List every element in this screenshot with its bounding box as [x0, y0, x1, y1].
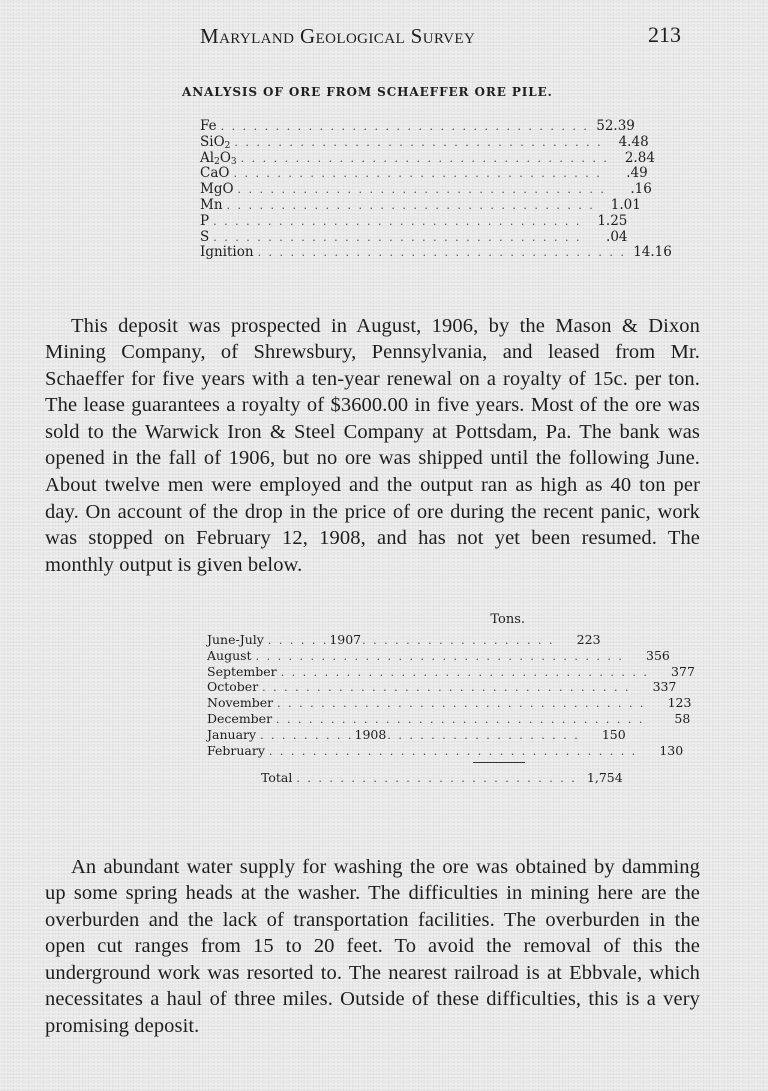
element-value: 4.48	[618, 133, 649, 150]
tons-column-header: Tons.	[490, 612, 525, 627]
monthly-output-table	[207, 612, 695, 786]
element-value: 14.16	[633, 244, 672, 261]
table-row	[207, 695, 692, 711]
leader-dots: . . . . . . . . . . . . . . . . . . . . . . . . . . . . . . . . . .	[257, 246, 626, 260]
table-row	[207, 663, 695, 680]
paragraph-water-supply: An abundant water supply for washing the ore was obtained by damming up some spring heads at the washer. The difficulties in mining here are the overburden and the lack of transportation facilities. The overburden in the open cut ranges from 15 to 20 feet. To avoid the removal of this the underground work was resorted to. The nearest railroad is at Ebbvale, which necessitates a haul of three miles. Outside of these difficulties, this is a very promising deposit.	[45, 855, 700, 1038]
tons-value: 223	[576, 632, 601, 647]
element-value: 1.01	[610, 196, 641, 213]
table-row	[207, 679, 677, 695]
element-label: MgO	[200, 181, 234, 198]
ore-analysis-table	[200, 118, 672, 261]
year-label: 1907	[329, 632, 362, 647]
sum-rule	[473, 762, 525, 763]
element-label: $Al_2O_3$	[200, 149, 237, 167]
element-value: .04	[606, 228, 628, 245]
element-label: SiO$_2$	[200, 133, 231, 151]
table-row	[200, 133, 649, 151]
month-label: June-July	[207, 632, 264, 647]
table-row	[200, 118, 635, 134]
tons-value: 377	[671, 663, 695, 679]
table-row	[207, 632, 601, 648]
leader-dots: . . . . . . . . . . . . . . . . . . . . . . . . . . . . . . . . . .	[233, 167, 602, 181]
tons-value: 337	[652, 679, 677, 695]
paragraph-deposit-history: This deposit was prospected in August, 1906, by the Mason & Dixon Mining Company, of Shrewsbury, Pennsylvania, and leased from Mr. Schaeffer for five years with a ten-year renewal on a royalty of 15c. per ton. The lease guarantees a royalty of $3600.00 in five years. Most of the ore was sold to the Warwick Iron & Steel Company at Pottsdam, Pa. The bank was opened in the fall of 1906, but no ore was shipped until the following June. About twelve men were employed and the output ran as high as 40 ton per day. On account of the drop in the price of ore during the recent panic, work was stopped on February 12, 1908, and has not yet been resumed. The monthly output is given below.	[45, 314, 700, 576]
leader-dots: . . . . . . . . . . . . . . . . . . . . . . . . . . . . . . . . . .	[276, 712, 645, 726]
leader-dots: . . . . . . . . . . . . . . . . . . . . . . . . . . . . . . . . . .	[280, 665, 649, 679]
element-value: .49	[626, 165, 648, 182]
table-row	[200, 165, 648, 182]
leader-dots: . . . . . . . . . . . . . . . . . . . . . . . . . . . . . . . . . .	[262, 681, 631, 695]
table-row	[200, 212, 628, 229]
leader-dots: . . . . . . . . . . . . . . . . . .	[387, 728, 580, 742]
leader-dots: . . . . . . . . . . . . . . . . . . . . . . . . . . . . . . . . . .	[268, 744, 638, 758]
table-row	[200, 181, 652, 198]
month-label: October	[207, 679, 259, 695]
tons-value: 123	[667, 695, 692, 711]
element-label: P	[200, 212, 210, 229]
tons-value: 150	[601, 726, 626, 742]
element-value: 2.84	[624, 149, 655, 166]
total-value: 1,754	[586, 770, 623, 786]
tons-value: 356	[646, 647, 670, 663]
tons-value: 130	[659, 742, 684, 758]
month-label: February	[207, 742, 265, 758]
month-label: August	[207, 647, 252, 663]
month-label: January	[207, 726, 257, 742]
leader-dots: . . . . . . . . . . . . . . . . . . . . . . . . . . . . . . . . . .	[255, 649, 624, 663]
leader-dots: . . . . . . . . . . . . . . . . . .	[362, 634, 555, 647]
element-value: 1.25	[597, 212, 628, 229]
leader-dots: . . . . . . . . . . . . . . . . . . . . . . . . . . . . . . . . . .	[226, 198, 595, 212]
table-row	[200, 228, 628, 245]
leader-dots: . . . . . . . . . . . . . . . . . . . . . . . . . . . . . . . . . .	[220, 120, 589, 133]
running-title: Maryland Geological Survey	[200, 24, 476, 48]
element-label: S	[200, 228, 210, 245]
element-value: .16	[630, 181, 652, 198]
table-row	[200, 244, 672, 261]
leader-dots: . . . . . . . . . . . . . . . . . . . . . . . . . . . . . . . . . .	[240, 151, 609, 165]
ore-analysis-title: ANALYSIS OF ORE FROM SCHAEFFER ORE PILE.	[182, 85, 553, 99]
table-row	[200, 196, 641, 213]
tons-value: 58	[674, 710, 691, 726]
element-label: Mn	[200, 196, 223, 213]
leader-dots: . . . . . . . . . . . . . . . . . . . . . . . . . .	[296, 772, 577, 786]
leader-dots: . . . . . .	[267, 634, 329, 647]
element-value: 52.39	[596, 118, 635, 134]
year-label: 1908	[354, 726, 387, 742]
table-row	[200, 149, 655, 167]
element-label: CaO	[200, 165, 230, 182]
leader-dots: . . . . . . . . . . . . . . . . . . . . . . . . . . . . . . . . . .	[277, 697, 646, 711]
leader-dots: . . . . . . . . . . . . . . . . . . . . . . . . . . . . . . . . . .	[213, 214, 582, 228]
leader-dots: . . . . . . . . . . . . . . . . . . . . . . . . . . . . . . . . . .	[234, 135, 603, 149]
leader-dots: . . . . . . . . . . . . . . . . . . . . . . . . . . . . . . . . . .	[213, 230, 582, 244]
table-row	[207, 726, 626, 743]
table-row	[207, 742, 684, 759]
month-label: December	[207, 710, 273, 726]
table-row	[207, 647, 670, 664]
element-label: Fe	[200, 118, 217, 134]
month-label: September	[207, 663, 277, 679]
leader-dots: . . . . . . . . . . . . . . . . . . . . . . . . . . . . . . . . . .	[237, 183, 606, 197]
leader-dots: . . . . . . . . .	[260, 728, 354, 742]
total-label: Total	[261, 770, 293, 786]
page-number: 213	[648, 22, 681, 47]
table-row	[207, 710, 691, 727]
total-row	[207, 770, 623, 786]
element-label: Ignition	[200, 244, 254, 261]
month-label: November	[207, 695, 274, 711]
